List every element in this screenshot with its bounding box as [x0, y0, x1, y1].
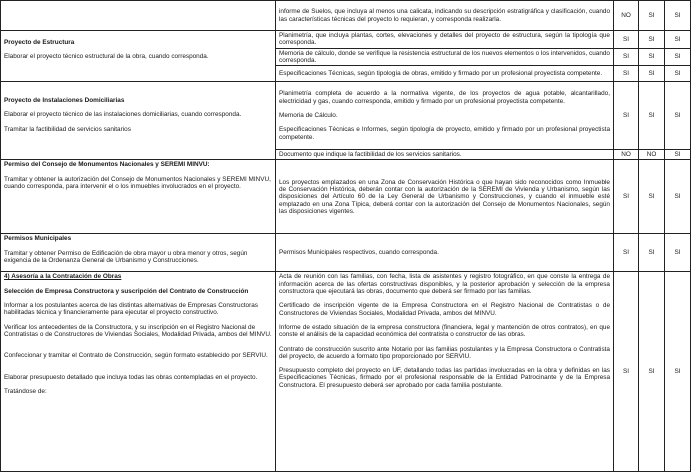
flag-cell: SI: [614, 31, 639, 49]
flag-cell: SI: [614, 272, 639, 472]
flag-cell: NO: [639, 150, 665, 160]
requirement-text: Contrato de construcción suscrito ante Notario por las familias postulantes y la Empresa Constructora o Contratista del proyecto, de acuerdo a formato tipo proporcionado por SERVIU.: [279, 345, 610, 360]
table-row-municipal-permits: [1, 234, 691, 272]
flag-cell: SI: [665, 272, 691, 472]
requirement-cell: Documento que indique la factibilidad de los servicios sanitarios.: [276, 150, 614, 160]
requirement-cell: Los proyectos emplazados en una Zona de Conservación Histórica o que hayan sido reconocidos como Inmueble de Conservación Histórica, deberán contar con la autorización de la SEREMI de Vivienda y Urbanismo, según las disposiciones del Artículo 60 de la Ley General de Urbanismo y Construcciones, y cuando el inmueble esté emplazado en una Zona Típica, deberá contar con la autorización del Consejo de Monumentos Nacionales, según las disposiciones vigentes.: [276, 160, 614, 234]
requirement-cell: Planimetría, que incluya plantas, cortes, elevaciones y detalles del proyecto de estructura, según la tipología que corresponda.: [276, 31, 614, 49]
flag-cell: SI: [639, 272, 665, 472]
flag-cell: SI: [639, 31, 665, 49]
flag-cell: SI: [639, 1, 665, 31]
flag-cell: SI: [639, 234, 665, 272]
activity-text: Tramitar y obtener la autorización del Consejo de Monumentos Nacionales y SEREMI MINVU, cuando corresponda, para intervenir el o los inmuebles involucrados en el proyecto.: [4, 175, 271, 191]
flag-cell: SI: [614, 160, 639, 234]
flag-cell: NO: [614, 1, 639, 31]
table-row-installations: [1, 82, 691, 150]
flag-cell: SI: [639, 66, 665, 82]
requirement-cell: [276, 82, 614, 150]
requirement-text: Informe de estado situación de la empresa constructora (financiera, legal y mantención de otros contratos), en que conste el análisis de la capacidad económica del contratista o constructor de las obras.: [279, 323, 610, 339]
requirement-cell: [276, 272, 614, 472]
requirement-text: Especificaciones Técnicas e Informes, según tipología de proyecto, emitido y firmado por un profesional proyectista competente.: [279, 126, 610, 141]
flag-cell: SI: [639, 82, 665, 150]
flag-cell: SI: [665, 31, 691, 49]
requirement-text: Presupuesto completo del proyecto en UF, detallando todas las partidas involucradas en la obra y definidas en las Especificaciones Técnicas, firmado por el profesional responsable de la Entidad Patrocinante y de la Empresa Constructora. El presupuesto deberá ser aprobado por cada familia postulante.: [279, 367, 610, 389]
activity-text: Confeccionar y tramitar el Contrato de Construcción, según formato establecido por SERVIU.: [4, 352, 268, 360]
activity-text: Elaborar el proyecto técnico de las instalaciones domiciliarias, cuando corresponda.: [4, 111, 242, 119]
section-heading: Proyecto de Estructura: [4, 39, 75, 46]
requirement-cell: Permisos Municipales respectivos, cuando corresponda.: [276, 234, 614, 272]
flag-cell: SI: [665, 160, 691, 234]
activity-cell: [1, 234, 276, 272]
flag-cell: NO: [614, 150, 639, 160]
requirement-text: Planimetría completa de acuerdo a la normativa vigente, de los proyectos de agua potable, alcantarillado, electricidad y gas, cuando corresponda, emitido y firmado por un profesional proyectista competente.: [279, 90, 610, 105]
flag-cell: SI: [639, 48, 665, 66]
activity-text: Tramitar y obtener Permiso de Edificación de obra mayor u obra menor y otros, según exigencia de la Ordenanza General de Urbanismo y Construcciones.: [4, 249, 248, 265]
requirement-text: Memoria de Cálculo.: [279, 112, 338, 120]
table-row-structure: [1, 31, 691, 49]
activity-text: Verificar los antecedentes de la Constructora, y su inscripción en el Registro Nacional de Contratistas o de Constructores de Viviendas Sociales, Modalidad Privada, ambos del MINVU.: [4, 323, 272, 338]
activity-cell: [1, 31, 276, 82]
activity-text: Elaborar el proyecto técnico estructural de la obra, cuando corresponda.: [4, 53, 209, 61]
section-heading: Permisos Municipales: [4, 235, 72, 243]
requirement-cell: informe de Suelos, que incluya al menos una calicata, indicando su descripción estratigráfica y clasificación, cuando las características técnicas del proyecto lo requieran, y corresponda realizarla.: [276, 1, 614, 31]
flag-cell: SI: [639, 160, 665, 234]
requirement-cell: Especificaciones Técnicas, según tipología de obras, emitido y firmado por un profesional proyectista competente.: [276, 66, 614, 82]
activity-text: Elaborar presupuesto detallado que incluya todas las obras contempladas en el proyecto.: [4, 373, 258, 381]
table-row-soil-report: [1, 1, 691, 31]
flag-cell: SI: [665, 1, 691, 31]
requirement-text: Certificado de inscripción vigente de la Empresa Constructora en el Registro Nacional de Contratistas o de Constructores de Viviendas Sociales, Modalidad Privada, ambos del MINVU.: [279, 302, 610, 317]
table-row-monuments: [1, 160, 691, 234]
flag-cell: SI: [614, 66, 639, 82]
section-subheading: Selección de Empresa Constructora y suscripción del Contrato de Construcción: [4, 287, 249, 295]
activity-text: Informar a los postulantes acerca de las distintas alternativas de Empresas Constructoras habilitadas técnica y financieramente para ejecutar el proyecto constructivo.: [4, 302, 258, 317]
table-row-contracting: [1, 272, 691, 472]
section-heading: Proyecto de Instalaciones Domiciliarias: [4, 97, 125, 105]
activity-cell: [1, 272, 276, 472]
requirement-text: Acta de reunión con las familias, con fecha, lista de asistentes y registro fotográfico, en que conste la entrega de información acerca de las ofertas constructivas disponibles, y la posterior aprobación y selección de la empresa constructora que ejecutará las obras, documento que deberá ser firmado por las familias.: [279, 273, 610, 296]
flag-cell: SI: [665, 66, 691, 82]
flag-cell: SI: [614, 48, 639, 66]
activity-text: Tratándose de:: [4, 387, 47, 395]
flag-cell: SI: [665, 150, 691, 160]
activity-cell: [1, 82, 276, 160]
activity-cell: [1, 1, 276, 31]
activity-text: Tramitar la factibilidad de servicios sanitarios: [4, 125, 131, 133]
flag-cell: SI: [614, 234, 639, 272]
activity-cell: [1, 160, 276, 234]
flag-cell: SI: [665, 82, 691, 150]
flag-cell: SI: [665, 234, 691, 272]
flag-cell: SI: [665, 48, 691, 66]
requirement-cell: Memoria de cálculo, donde se verifique la resistencia estructural de los nuevos elementos o los intervenidos, cuando corresponda.: [276, 48, 614, 66]
section-heading: 4) Asesoría a la Contratación de Obras: [4, 273, 122, 281]
flag-cell: SI: [614, 82, 639, 150]
section-heading: Permiso del Consejo de Monumentos Nacionales y SEREMI MINVU:: [4, 161, 210, 169]
